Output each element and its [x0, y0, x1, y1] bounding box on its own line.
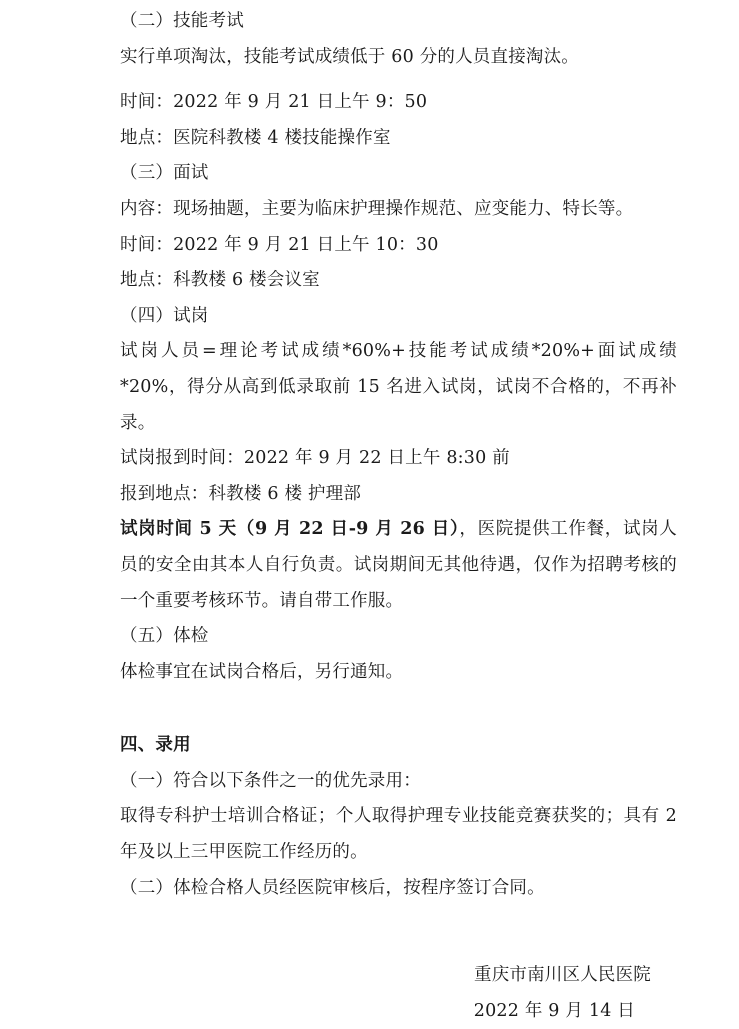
paragraph-contract-note: （二）体检合格人员经医院审核后，按程序签订合同。 [120, 877, 545, 898]
trial-duration-tail: ，医院提供工作餐，试岗人员的安全由其本人自行负责。试岗期间无其他待遇，仅作为招聘考核的一个重要考核环节。请自带工作服。 [120, 519, 677, 611]
signature-date: 2022 年 9 月 14 日 [473, 1000, 635, 1021]
document-body [120, 0, 683, 1029]
paragraph-skill-exam-place: 地点：医院科教楼 4 楼技能操作室 [120, 127, 391, 148]
paragraph-interview-time: 时间：2022 年 9 月 21 日上午 10：30 [120, 234, 439, 255]
spacer [120, 906, 677, 958]
paragraph-interview-title: （三）面试 [120, 163, 209, 184]
signature-organization: 重庆市南川区人民医院 [474, 965, 651, 986]
section-heading-employment: 四、录用 [120, 735, 191, 756]
paragraph-medical-note: 体检事宜在试岗合格后，另行通知。 [120, 661, 404, 682]
paragraph-priority-title: （一）符合以下条件之一的优先录用： [120, 770, 421, 791]
paragraph-medical-title: （五）体检 [120, 626, 209, 647]
paragraph-trial-formula: 试岗人员=理论考试成绩*60%+技能考试成绩*20%+面试成绩*20%，得分从高到低录取前 15 名进入试岗，试岗不合格的，不再补录。 [120, 341, 677, 433]
spacer [120, 75, 677, 85]
paragraph-trial-duration [120, 512, 677, 619]
paragraph-interview-place: 地点：科教楼 6 楼会议室 [120, 270, 320, 291]
paragraph-trial-report-time: 试岗报到时间：2022 年 9 月 22 日上午 8:30 前 [120, 448, 510, 469]
paragraph-interview-content: 内容：现场抽题，主要为临床护理操作规范、应变能力、特长等。 [120, 198, 634, 219]
paragraph-skill-exam-rule: 实行单项淘汰，技能考试成绩低于 60 分的人员直接淘汰。 [120, 46, 579, 67]
spacer [120, 690, 677, 712]
paragraph-skill-exam-title: （二）技能考试 [120, 11, 244, 31]
paragraph-priority-conditions: 取得专科护士培训合格证；个人取得护理专业技能竞赛获奖的；具有 2 年及以上三甲医院工作经历的。 [120, 806, 683, 863]
paragraph-trial-report-place: 报到地点：科教楼 6 楼 护理部 [120, 483, 362, 504]
paragraph-skill-exam-time: 时间：2022 年 9 月 21 日上午 9：50 [120, 92, 428, 113]
paragraph-trial-title: （四）试岗 [120, 305, 209, 326]
trial-duration-emphasis: 试岗时间 5 天（9 月 22 日-9 月 26 日） [120, 519, 460, 540]
